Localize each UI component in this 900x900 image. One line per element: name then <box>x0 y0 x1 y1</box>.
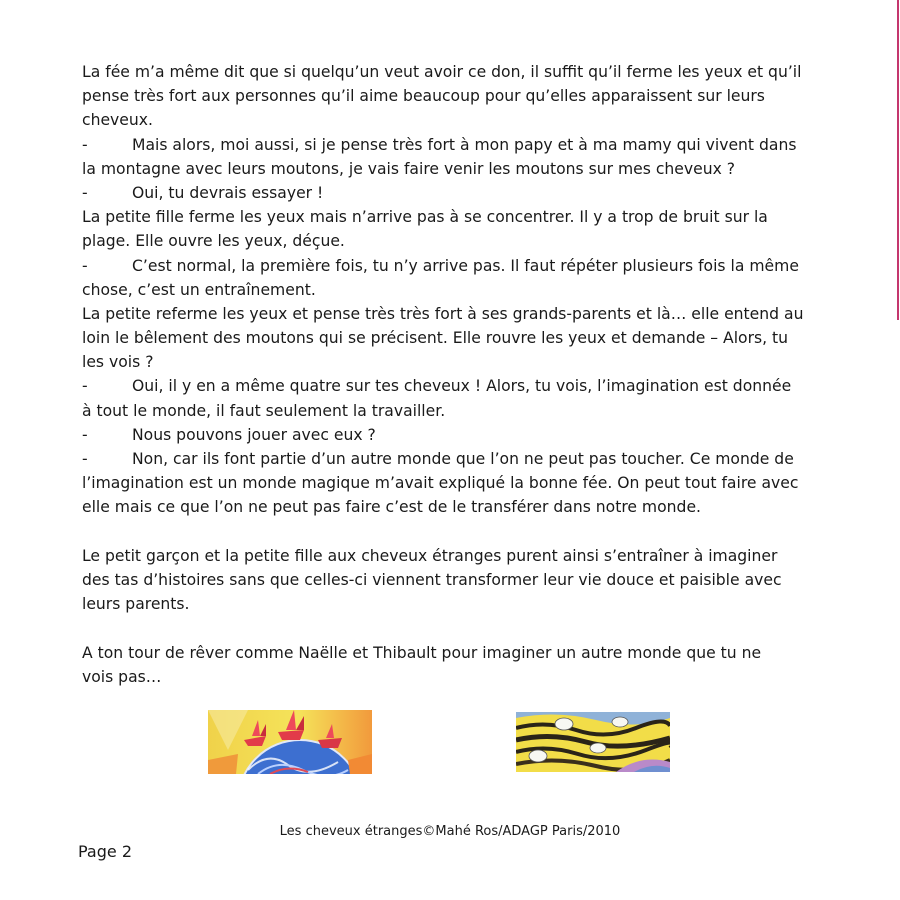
text-line: des tas d’histoires sans que celles-ci viennent transformer leur vie douce et paisible avec <box>82 570 782 589</box>
text-line: La petite referme les yeux et pense très très fort à ses grands-parents et là… elle entend au <box>82 304 804 323</box>
text-line: A ton tour de rêver comme Naëlle et Thibault pour imaginer un autre monde que tu ne <box>82 643 762 662</box>
dialogue-line <box>82 181 832 205</box>
dialogue-line <box>82 374 832 398</box>
paragraph-gap <box>82 520 832 544</box>
dialogue-dash: - <box>82 135 88 154</box>
text-line: loin le bêlement des moutons qui se précisent. Elle rouvre les yeux et demande – Alors, tu <box>82 329 789 348</box>
dialogue-text: C’est normal, la première fois, tu n’y arrive pas. Il faut répéter plusieurs fois la même <box>132 256 799 275</box>
text-line: La petite fille ferme les yeux mais n’arrive pas à se concentrer. Il y a trop de bruit sur la <box>82 208 768 227</box>
text-line: leurs parents. <box>82 595 190 614</box>
text-line: vois pas… <box>82 667 162 686</box>
dialogue-text: Oui, tu devrais essayer ! <box>132 183 324 202</box>
dialogue-text: Mais alors, moi aussi, si je pense très fort à mon papy et à ma mamy qui vivent dans <box>132 135 797 154</box>
dialogue-dash: - <box>82 256 88 275</box>
paragraph-gap <box>82 616 832 640</box>
text-line: les vois ? <box>82 353 154 372</box>
dialogue-line <box>82 254 832 278</box>
dialogue-text: Non, car ils font partie d’un autre monde que l’on ne peut pas toucher. Ce monde de <box>132 450 794 468</box>
story-text <box>82 60 832 689</box>
text-line: pense très fort aux personnes qu’il aime beaucoup pour qu’elles apparaissent sur leurs <box>82 87 765 106</box>
dialogue-line <box>82 447 832 471</box>
dialogue-dash: - <box>82 377 88 396</box>
page-number: Page 2 <box>78 842 132 861</box>
dialogue-text: Nous pouvons jouer avec eux ? <box>132 425 376 444</box>
text-line: chose, c’est un entraînement. <box>82 280 316 299</box>
dialogue-text: Oui, il y en a même quatre sur tes cheveux ! Alors, tu vois, l’imagination est donnée <box>132 377 792 396</box>
text-line: elle mais ce que l’on ne peut pas faire c’est de le transférer dans notre monde. <box>82 498 701 517</box>
page-edge-line <box>897 0 899 320</box>
sheep-waves-illustration <box>516 712 670 772</box>
text-line: à tout le monde, il faut seulement la travailler. <box>82 401 446 420</box>
dialogue-line <box>82 423 832 447</box>
boats-illustration <box>208 710 372 774</box>
illustration-row <box>0 710 900 774</box>
dialogue-dash: - <box>82 450 88 468</box>
text-line: plage. Elle ouvre les yeux, déçue. <box>82 232 345 251</box>
dialogue-line <box>82 133 832 157</box>
text-line: Le petit garçon et la petite fille aux cheveux étranges purent ainsi s’entraîner à imaginer <box>82 546 778 565</box>
text-line: cheveux. <box>82 111 153 130</box>
text-line: l’imagination est un monde magique m’avait expliqué la bonne fée. On peut tout faire avec <box>82 474 799 493</box>
text-line: la montagne avec leurs moutons, je vais faire venir les moutons sur mes cheveux ? <box>82 159 736 178</box>
text-line: La fée m’a même dit que si quelqu’un veut avoir ce don, il suffit qu’il ferme les yeux et qu’il <box>82 63 802 81</box>
dialogue-dash: - <box>82 183 88 202</box>
copyright-caption: Les cheveux étranges©Mahé Ros/ADAGP Paris/2010 <box>279 824 621 839</box>
dialogue-dash: - <box>82 425 88 444</box>
